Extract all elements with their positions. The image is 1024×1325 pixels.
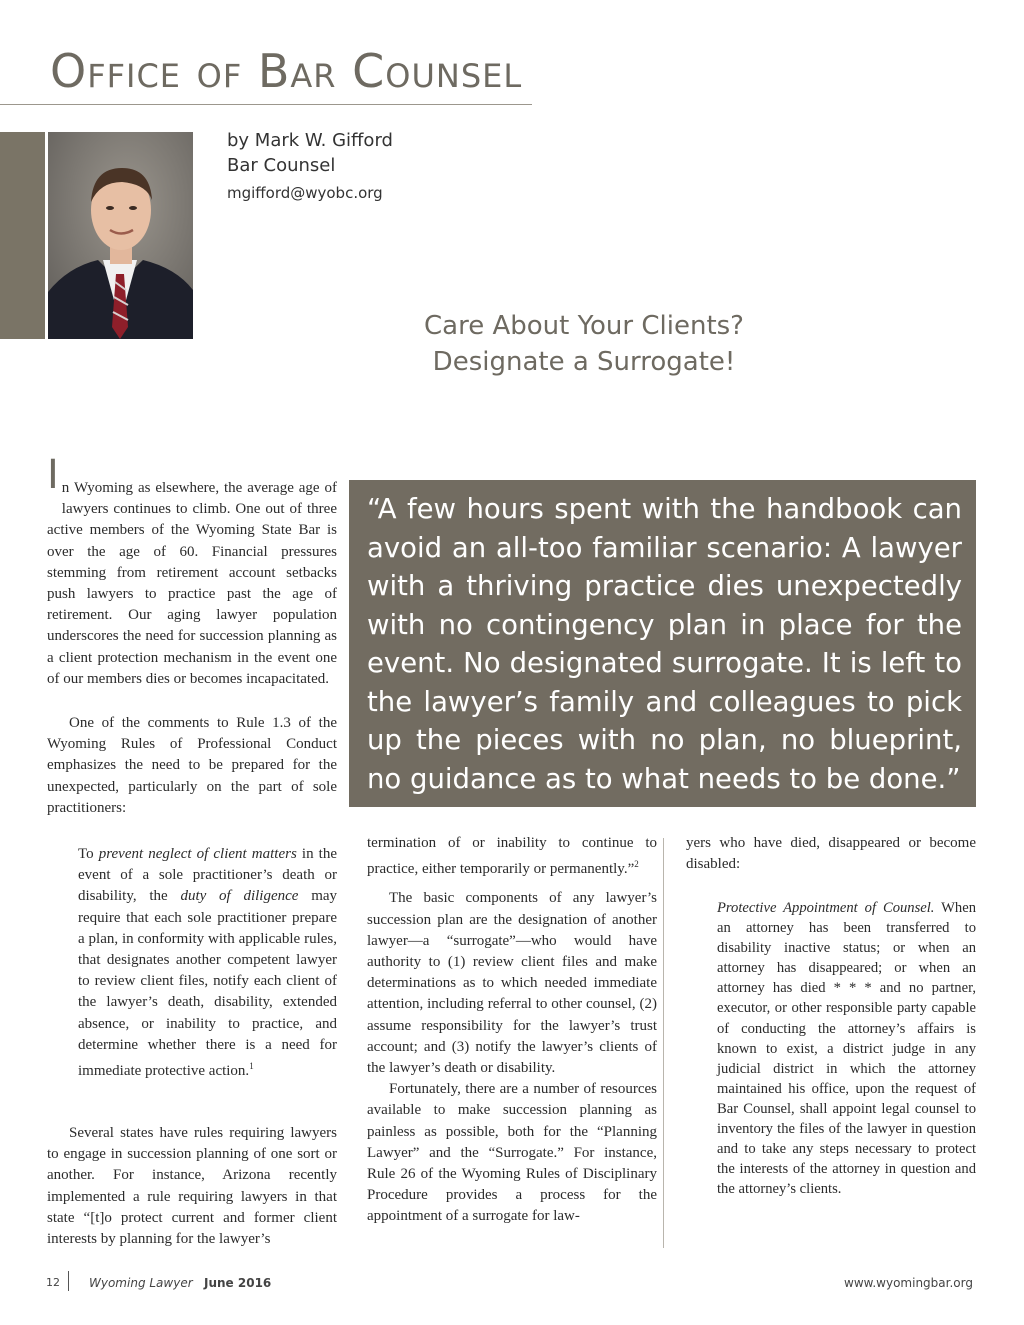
rule-26-title: Protective Appointment of Counsel.: [717, 900, 935, 916]
column-2: [367, 833, 657, 1228]
column-3: [686, 833, 976, 875]
article-title: [344, 308, 824, 380]
magazine-name: Wyoming Lawyer: [89, 1276, 193, 1290]
pull-quote: [349, 480, 976, 807]
header-divider: [0, 104, 532, 105]
footnote-ref-1: 1: [249, 1061, 254, 1072]
rule-quote-block: [78, 844, 337, 1082]
decorative-side-bar: [0, 132, 45, 339]
quote-emphasis-2: duty of diligence: [180, 888, 299, 905]
rule-26-quote: [717, 898, 976, 1199]
continued-paragraph-3: yers who have died, disappeared or become disabled:: [686, 835, 976, 873]
column-1-rule-paragraph: [47, 713, 337, 819]
author-byline: [227, 128, 393, 178]
author-role: Bar Counsel: [227, 155, 336, 176]
quote-emphasis-1: prevent neglect of client matters: [98, 846, 297, 862]
column-divider: [663, 838, 664, 1248]
quote-post: may require that each sole practitioner prepare a plan, in conformity with applicable rules, that designates another competent lawyer to review client files, notify each client of the lawyer’s death, disability, extended absence, or inability to practice, and determine whether there is a need for immediate protective action.: [78, 888, 338, 1080]
footnote-ref-2: 2: [634, 859, 639, 870]
footer-separator: [68, 1271, 69, 1291]
issue-date: June 2016: [204, 1276, 272, 1290]
intro-paragraph: n Wyoming as elsewhere, the average age of lawyers continues to climb. One out of three active members of the Wyoming State Bar is over the age of 60. Financial pressures stemming from retirement account setbacks push lawyers to practice past the age of retirement. Our aging lawyer population underscores the need for succession planning as a client protection mechanism in the event one of our members dies or becomes incapacitated.: [47, 480, 337, 687]
rule-26-text: When an attorney has been transferred to disability inactive status; or when an attorney has disappeared; or when an attorney has died * * * and no partner, executor, or other responsible party capable of conducting the attorney’s affairs is known to exist, a district judge in any judicial district in which the attorney maintained his office, upon the request of Bar Counsel, shall appoint legal counsel to inventory the files of the lawyer in question and to take any steps necessary to protect the interests of the attorney in question and the attorney’s clients.: [717, 900, 976, 1198]
pull-quote-text: “A few hours spent with the handbook can avoid an all-too familiar scenario: A lawyer with a thriving practice dies unexpectedly with no contingency plan in place for the event. No designated surrogate. It is left to the lawyer’s family and colleagues to pick up the pieces with no plan, no blueprint, no guidance as to what needs to be done.”: [367, 493, 962, 795]
continued-paragraph: termination of or inability to continue to practice, either temporarily or permanently.”: [367, 835, 657, 878]
drop-cap: I: [47, 452, 59, 498]
article-title-line1: Care About Your Clients?: [424, 311, 744, 341]
article-title-line2: Designate a Surrogate!: [432, 347, 736, 377]
resources-paragraph: Fortunately, there are a number of resources available to make succession planning as painless as possible, both for the “Planning Lawyer” and the “Surrogate.” For instance, Rule 26 of the Wyoming Rules of Disciplinary Procedure provides a process for the appointment of a surrogate for law-: [367, 1081, 657, 1225]
components-paragraph: The basic components of any lawyer’s succession plan are the designation of another lawyer—a “surrogate”—who would have authority to (1) review client files and make determinations as to which needed immediate attention, including referral to other counsel, (2) assume responsibility for the lawyer’s trust account; and (3) notify the lawyer’s clients of the lawyer’s death or disability.: [367, 890, 657, 1077]
author-photo: [48, 132, 193, 339]
rule-comment-paragraph: One of the comments to Rule 1.3 of the Wyoming Rules of Professional Conduct emphasizes the need to be prepared for the unexpected, particularly on the part of sole practitioners:: [47, 715, 337, 816]
states-paragraph: Several states have rules requiring lawyers to engage in succession planning of one sort or another. For instance, Arizona recently implemented a rule requiring lawyers in that state “[t]o protect current and former client interests by planning for the lawyer’s: [47, 1125, 337, 1248]
author-name: by Mark W. Gifford: [227, 130, 393, 151]
column-1-states-paragraph: [47, 1123, 337, 1250]
quote-pre: To: [78, 846, 99, 862]
quote-mid: in the event of a sole practitioner’s death or disability, the: [78, 846, 337, 905]
page-number: 12: [46, 1276, 60, 1289]
column-1-intro: [47, 452, 337, 687]
section-title: Office of Bar Counsel: [50, 44, 523, 98]
author-email: mgifford@wyobc.org: [227, 184, 383, 202]
website-link[interactable]: www.wyomingbar.org: [844, 1276, 973, 1290]
